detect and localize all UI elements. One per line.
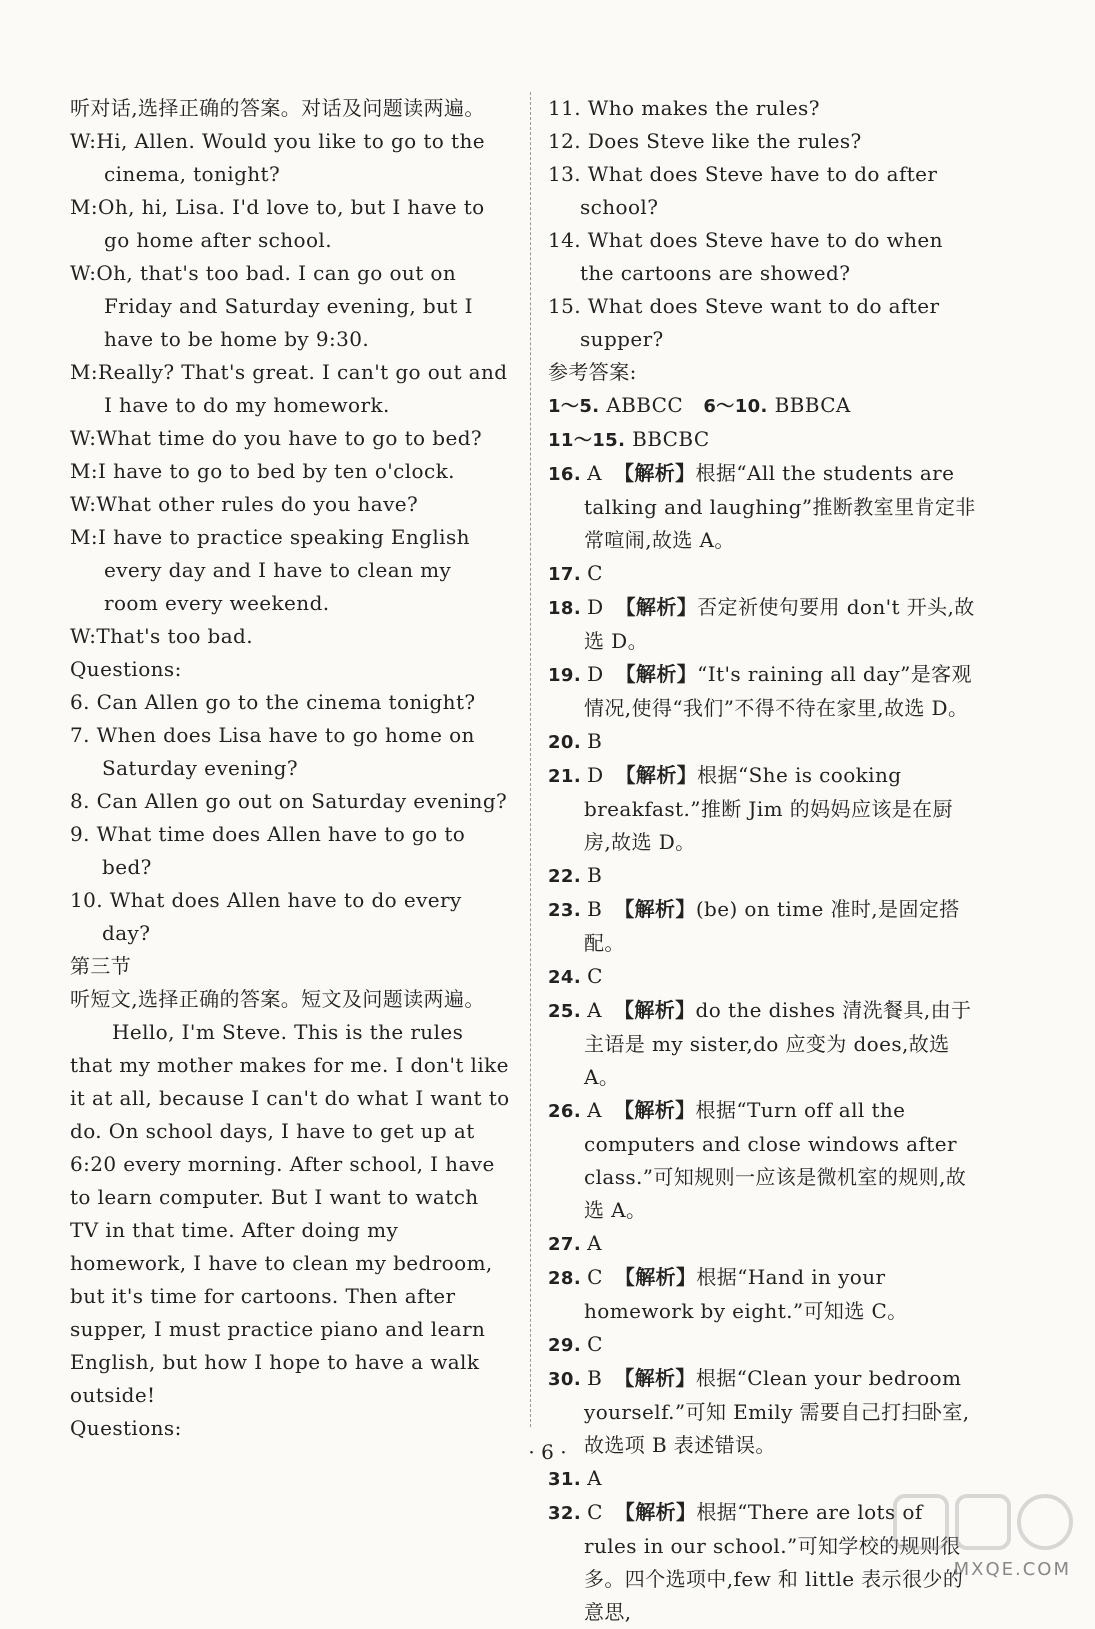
answer-letter: C xyxy=(587,1332,603,1356)
analysis-text: do the dishes 清洗餐具,由于主语是 my sister,do 应变为 does,故选 A。 xyxy=(584,998,972,1089)
answer-range-values: BBCBC xyxy=(632,427,710,451)
listening-passage: Hello, I'm Steve. This is the rules that my mother makes for me. I don't like it at all, because I can't do what I want to do. On school days, I have to get up at 6:20 every morning. After school, I have to learn computer. But I want to watch TV in that time. After doing my homework, I have to clean my bedroom, but it's time for cartoons. Then after supper, I must practice piano and learn English, but how I hope to have a walk outside! xyxy=(70,1020,510,1407)
analysis-tag: 【解析】 xyxy=(614,1500,697,1524)
answer-letter: D xyxy=(587,763,604,787)
answer-number: 29. xyxy=(548,1335,582,1356)
question-item: 6. Can Allen go to the cinema tonight? xyxy=(70,690,476,714)
question-item: 10. What does Allen have to do every day? xyxy=(70,888,462,945)
dialogue-line: M:Really? That's great. I can't go out and I have to do my homework. xyxy=(70,360,508,417)
answer-letter: A xyxy=(587,461,602,485)
answer-range: 11～15. xyxy=(548,430,626,451)
answer-item xyxy=(548,557,980,591)
answer-item xyxy=(548,1227,980,1261)
answer-range-values: BBBCA xyxy=(774,393,851,417)
answer-number: 21. xyxy=(548,766,582,787)
answer-item xyxy=(548,859,980,893)
answer-letter: A xyxy=(587,1231,602,1255)
answer-letter: B xyxy=(587,1366,603,1390)
answer-number: 22. xyxy=(548,866,582,887)
answer-number: 20. xyxy=(548,732,582,753)
analysis-text: 根据“All the students are talking and laughing”推断教室里肯定非常喧闹,故选 A。 xyxy=(584,461,976,552)
answer-letter: C xyxy=(587,1265,603,1289)
question-item: 15. What does Steve want to do after supper? xyxy=(548,294,940,351)
question-item: 14. What does Steve have to do when the cartoons are showed? xyxy=(548,228,943,285)
dialogue-line: M:I have to practice speaking English every day and I have to clean my room every weekend. xyxy=(70,525,470,615)
analysis-tag: 【解析】 xyxy=(614,1265,697,1289)
answer-letter: B xyxy=(587,729,603,753)
analysis-text: 根据“Clean your bedroom yourself.”可知 Emily 需要自己打扫卧室,故选项 B 表述错误。 xyxy=(584,1366,970,1457)
answer-letter: A xyxy=(587,998,602,1022)
dialogue-instruction: 听对话,选择正确的答案。对话及问题读两遍。 xyxy=(70,96,485,120)
answer-letter: D xyxy=(587,595,604,619)
answer-number: 26. xyxy=(548,1101,582,1122)
analysis-text: 根据“She is cooking breakfast.”推断 Jim 的妈妈应该是在厨房,故选 D。 xyxy=(584,763,953,854)
answer-item xyxy=(548,1261,980,1328)
answer-number: 23. xyxy=(548,900,582,921)
section-instruction: 听短文,选择正确的答案。短文及问题读两遍。 xyxy=(70,987,485,1011)
question-item: 13. What does Steve have to do after school? xyxy=(548,162,938,219)
dialogue-line: W:That's too bad. xyxy=(70,624,254,648)
dialogue-line: W:What time do you have to go to bed? xyxy=(70,426,483,450)
question-item: 8. Can Allen go out on Saturday evening? xyxy=(70,789,508,813)
watermark-text: MXQE.COM xyxy=(953,1559,1071,1580)
answer-letter: C xyxy=(587,1500,603,1524)
analysis-text: (be) on time 准时,是固定搭配。 xyxy=(584,897,960,955)
answer-range-line xyxy=(548,423,980,457)
answer-number: 18. xyxy=(548,598,582,619)
answer-range-line xyxy=(548,389,980,423)
questions-label: Questions: xyxy=(70,1416,182,1440)
answer-letter: B xyxy=(587,897,603,921)
answer-range-values: ABBCC xyxy=(606,393,684,417)
analysis-tag: 【解析】 xyxy=(614,897,696,921)
answer-letter: D xyxy=(587,662,604,686)
answer-item xyxy=(548,725,980,759)
analysis-tag: 【解析】 xyxy=(615,595,698,619)
answer-number: 17. xyxy=(548,564,582,585)
answer-item xyxy=(548,960,980,994)
analysis-text: “It's raining all day”是客观情况,使得“我们”不得不待在家里,故选 D。 xyxy=(584,662,972,720)
reference-answers-label: 参考答案: xyxy=(548,360,637,384)
question-item: 11. Who makes the rules? xyxy=(548,96,820,120)
page-number: · 6 · xyxy=(528,1440,567,1464)
dialogue-line: M:Oh, hi, Lisa. I'd love to, but I have to go home after school. xyxy=(70,195,485,252)
question-item: 7. When does Lisa have to go home on Saturday evening? xyxy=(70,723,475,780)
answer-number: 24. xyxy=(548,967,582,988)
answer-number: 30. xyxy=(548,1369,582,1390)
analysis-tag: 【解析】 xyxy=(613,461,696,485)
analysis-tag: 【解析】 xyxy=(615,662,698,686)
answer-letter: A xyxy=(587,1098,602,1122)
analysis-text: 根据“Hand in your homework by eight.”可知选 C。 xyxy=(584,1265,908,1323)
dialogue-line: M:I have to go to bed by ten o'clock. xyxy=(70,459,455,483)
answer-range: 1～5. xyxy=(548,396,600,417)
question-item: 12. Does Steve like the rules? xyxy=(548,129,862,153)
answer-item xyxy=(548,1094,980,1227)
right-column xyxy=(548,92,980,1629)
answer-item xyxy=(548,893,980,960)
answer-letter: A xyxy=(587,1466,602,1490)
analysis-tag: 【解析】 xyxy=(613,1098,696,1122)
analysis-text: 否定祈使句要用 don't 开头,故选 D。 xyxy=(584,595,975,653)
answer-number: 16. xyxy=(548,464,582,485)
answer-item xyxy=(548,994,980,1094)
dialogue-line: W:Hi, Allen. Would you like to go to the cinema, tonight? xyxy=(70,129,485,186)
column-divider xyxy=(530,92,531,1427)
questions-label: Questions: xyxy=(70,657,182,681)
answer-letter: C xyxy=(587,964,603,988)
answer-item xyxy=(548,658,980,725)
answer-number: 32. xyxy=(548,1503,582,1524)
answer-number: 27. xyxy=(548,1234,582,1255)
answer-number: 28. xyxy=(548,1268,582,1289)
answer-number: 25. xyxy=(548,1001,582,1022)
answer-item xyxy=(548,759,980,859)
dialogue-line: W:What other rules do you have? xyxy=(70,492,419,516)
answer-item xyxy=(548,591,980,658)
analysis-tag: 【解析】 xyxy=(613,998,696,1022)
answer-number: 19. xyxy=(548,665,582,686)
analysis-text: 根据“Turn off all the computers and close windows after class.”可知规则一应该是微机室的规则,故选 A。 xyxy=(584,1098,967,1222)
section-title: 第三节 xyxy=(70,954,132,978)
analysis-text: 根据“There are lots of rules in our school.”可知学校的规则很多。四个选项中,few 和 little 表示很少的意思, xyxy=(584,1500,964,1624)
answer-item xyxy=(548,457,980,557)
answer-letter: C xyxy=(587,561,603,585)
answer-letter: B xyxy=(587,863,603,887)
dialogue-line: W:Oh, that's too bad. I can go out on Friday and Saturday evening, but I have to be home by 9:30. xyxy=(70,261,473,351)
answer-item xyxy=(548,1328,980,1362)
answer-number: 31. xyxy=(548,1469,582,1490)
answer-range: 6～10. xyxy=(703,396,768,417)
left-column xyxy=(70,92,510,1445)
question-item: 9. What time does Allen have to go to bed? xyxy=(70,822,466,879)
analysis-tag: 【解析】 xyxy=(615,763,698,787)
analysis-tag: 【解析】 xyxy=(614,1366,696,1390)
